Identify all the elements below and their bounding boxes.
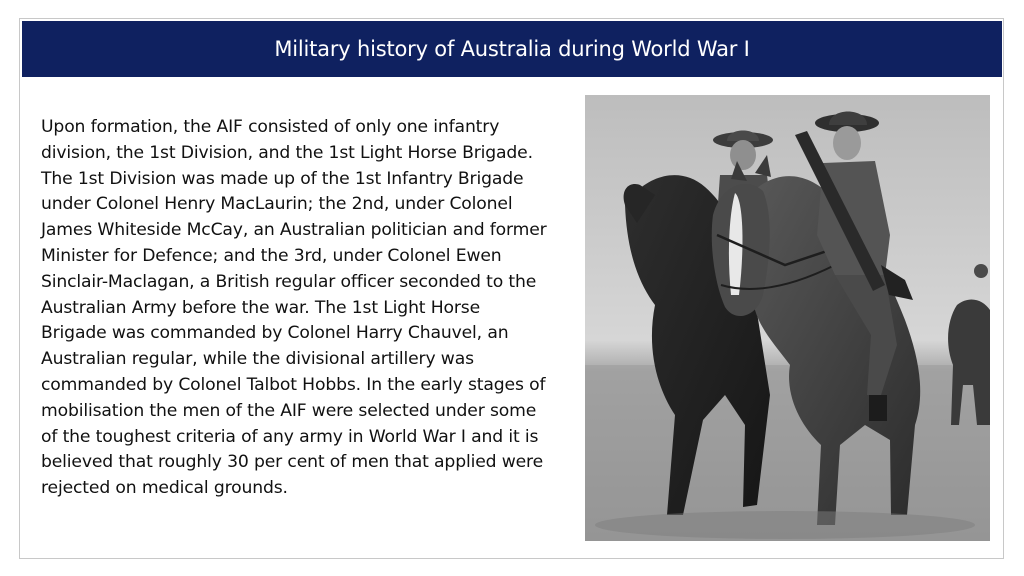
slide (19, 18, 1004, 559)
slide-title: Military history of Australia during World War I (274, 37, 750, 61)
light-horse-photo (585, 95, 990, 541)
slide-body-text: Upon formation, the AIF consisted of only one infantry division, the 1st Division, and the 1st Light Horse Brigade. The 1st Division was made up of the 1st Infantry Brigade under Colonel Henry MacLaurin; the 2nd, under Colonel James Whiteside McCay, an Australian politician and former Minister for Defence; and the 3rd, under Colonel Ewen Sinclair-Maclagan, a British regular officer seconded to the Australian Army before the war. The 1st Light Horse Brigade was commanded by Colonel Harry Chauvel, an Australian regular, while the divisional artillery was commanded by Colonel Talbot Hobbs. In the early stages of mobilisation the men of the AIF were selected under some of the toughest criteria of any army in World War I and it is believed that roughly 30 per cent of men that applied were rejected on medical grounds. (41, 117, 547, 499)
photo-illustration (585, 95, 990, 541)
title-bar (22, 21, 1002, 77)
